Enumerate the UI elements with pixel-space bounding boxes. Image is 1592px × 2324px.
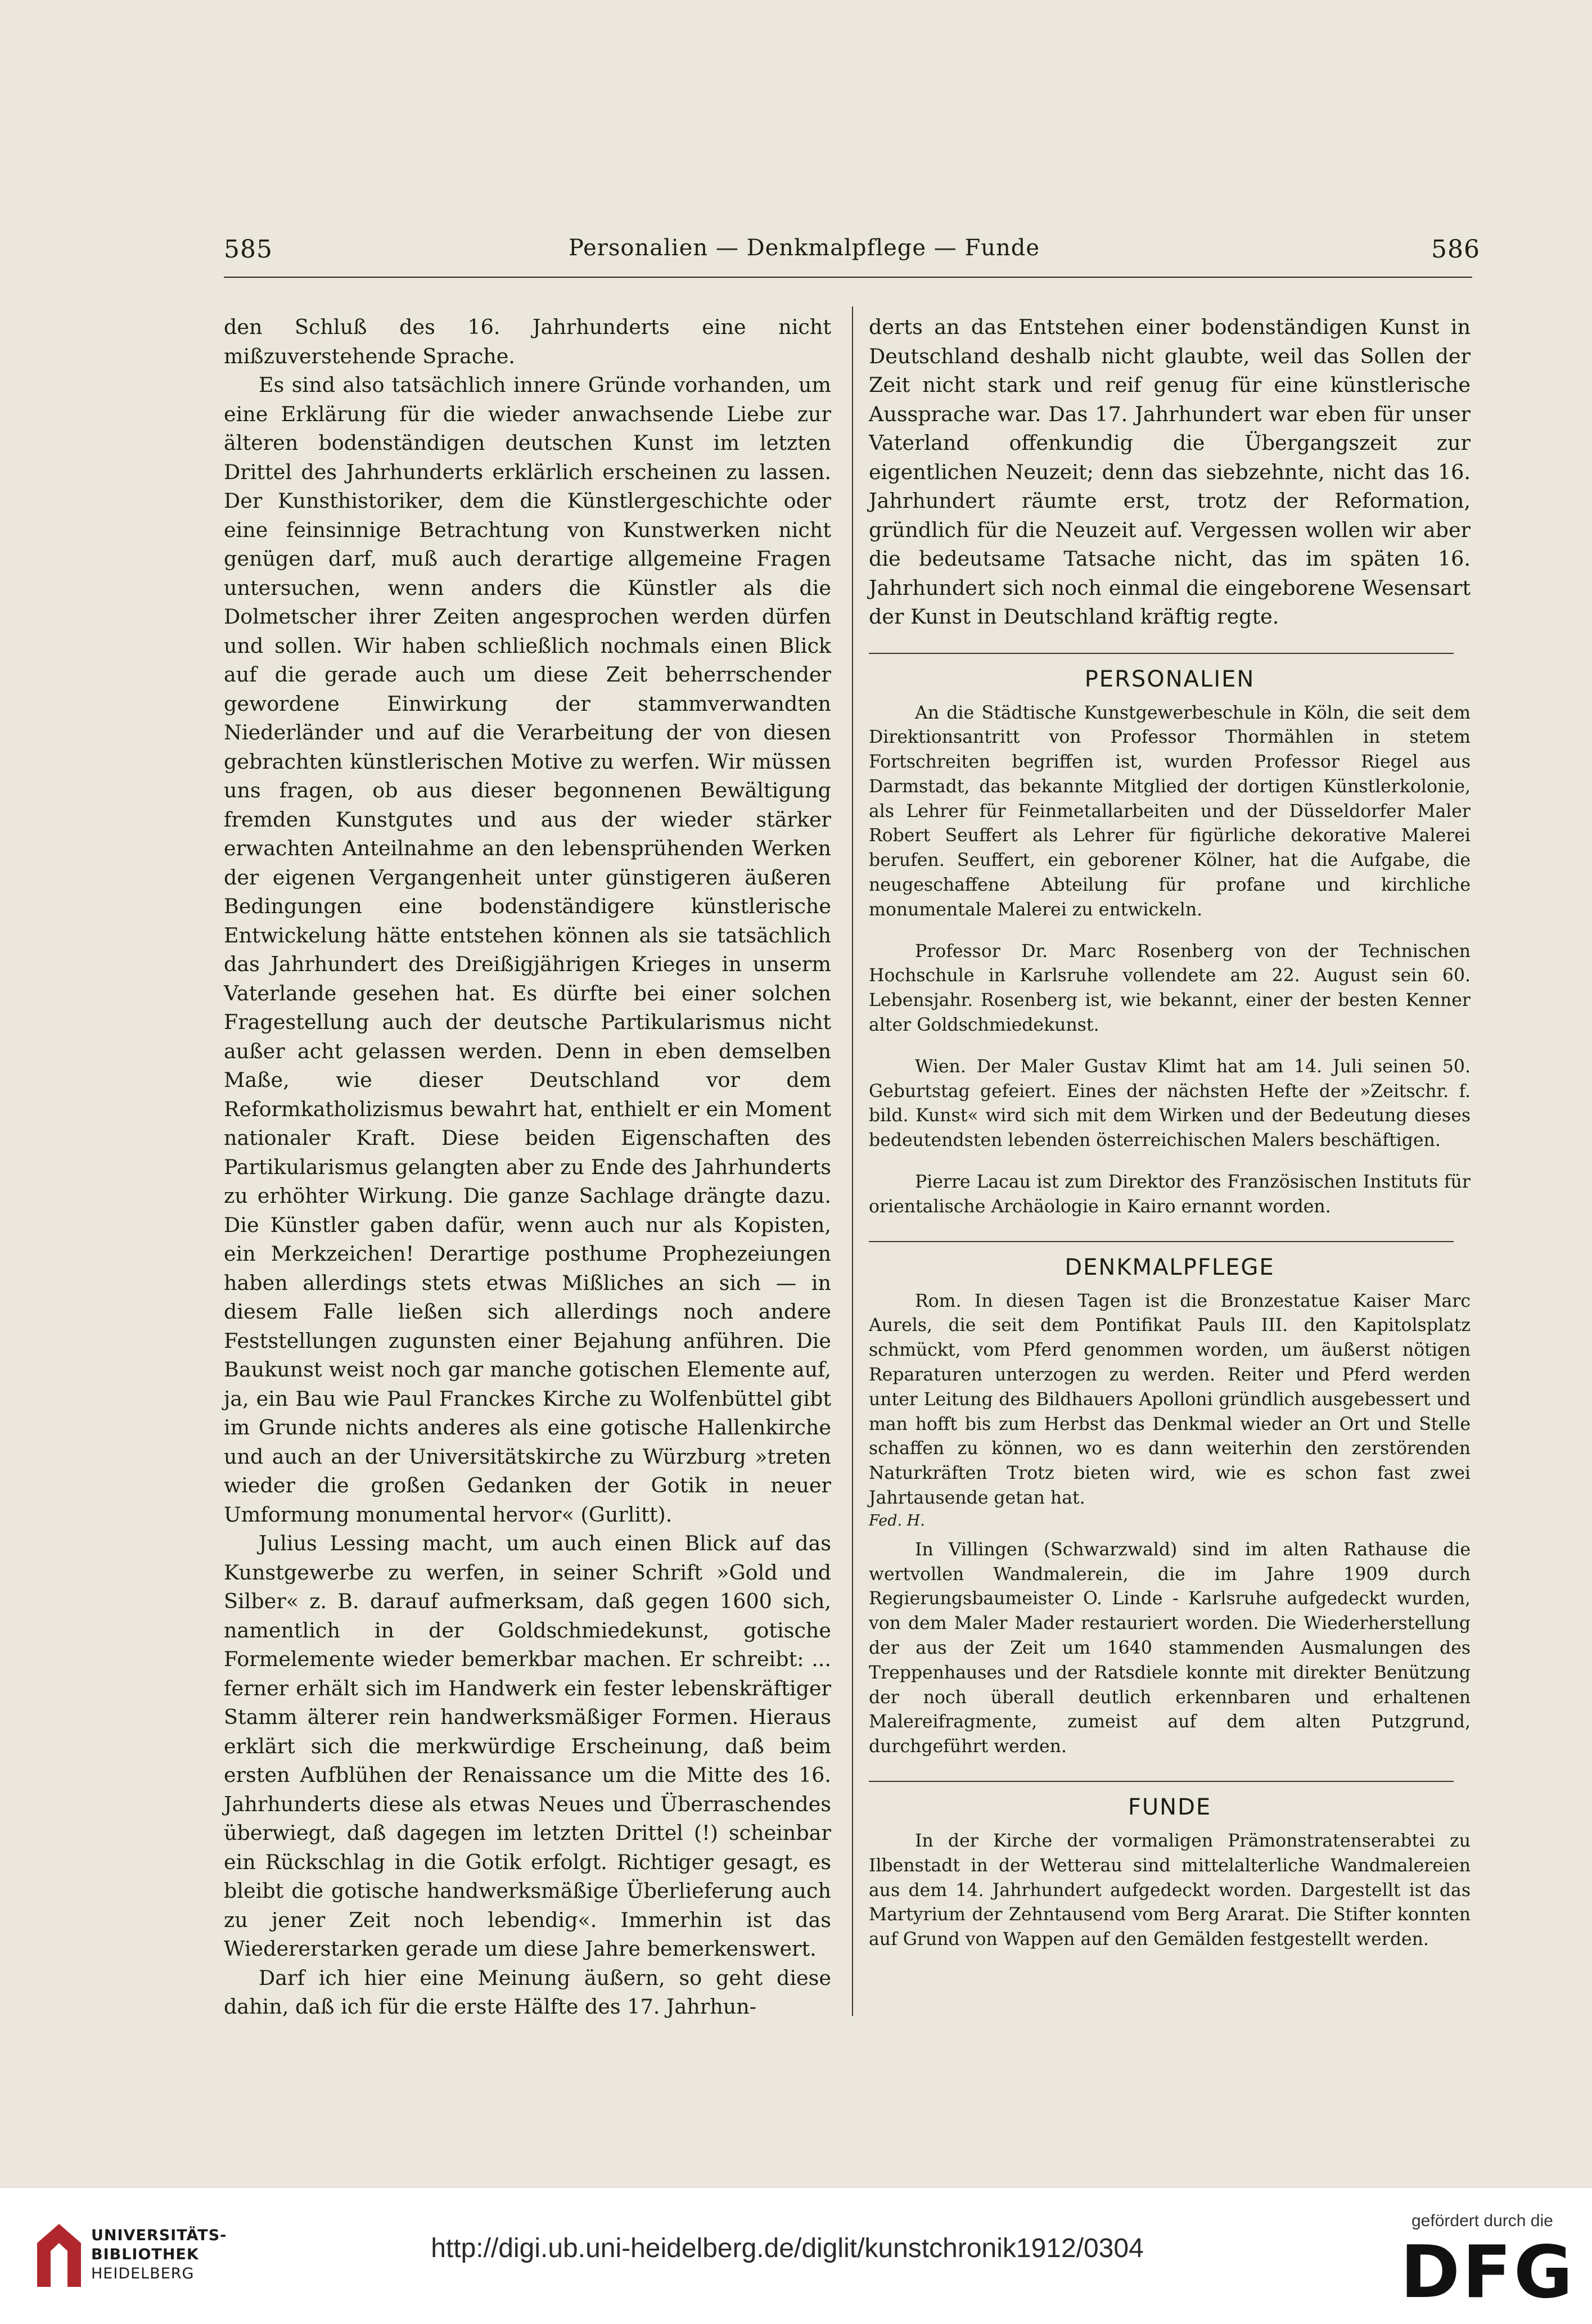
paragraph: In der Kirche der vormaligen Prämonstratenserabtei zu Ilbenstadt in der Wetterau sind mittelalterliche Wandmalereien aus dem 14. Jahrhundert aufgedeckt worden. Dargestellt ist das Martyrium der Zehntausend vom Berg Ararat. Die Stifter konnten auf Grund von Wappen auf den Gemälden festgestellt werden. — [869, 1830, 1471, 1950]
section-title-funde: FUNDE — [1128, 1794, 1212, 1820]
page-number-right: 586 — [1431, 235, 1480, 264]
running-head: Personalien — Denkmalpflege — Funde — [568, 235, 1040, 261]
paragraph: Rom. In diesen Tagen ist die Bronzestatue Kaiser Marc Aurels, die seit dem Pontifikat Pauls III. den Kapitolsplatz schmückt, vom Pferd genommen worden, um äußerst nötigen Reparaturen unterzogen zu werden. Reiter und Pferd werden unter Leitung des Bildhauers Apolloni gründlich ausgebessert und man hofft bis zum Herbst das Denkmal wieder an Ort und Stelle schaffen zu können, wo es dann weiterhin den zerstörenden Naturkräften Trotz bieten wird, wie es schon fast zwei Jahrtausende getan hat. — [869, 1290, 1471, 1509]
paragraph: den Schluß des 16. Jahrhunderts eine nicht mißzuverstehende Sprache. — [224, 315, 831, 368]
section-title-personalien: PERSONALIEN — [1084, 666, 1255, 692]
paragraph: Julius Lessing macht, um auch einen Blick auf das Kunstgewerbe zu werfen, in seiner Schrift »Gold und Silber« z. B. darauf aufmerksam, daß gegen 1600 sich, namentlich in der Goldschmiedekunst, gotische Formelemente wieder bemerkbar machen. Er schreibt: ... ferner erhält sich im Handwerk ein fester lebenskräftiger Stamm älterer rein handwerksmäßiger Formen. Hieraus erklärt sich die merkwürdige Erscheinung, daß beim ersten Aufblühen der Renaissance um die Mitte des 16. Jahrhunderts diese als etwas Neues und Überraschendes überwiegt, daß dagegen im letzten Drittel (!) scheinbar ein Rückschlag in die Gotik erfolgt. Richtiger gesagt, es bleibt die gotische handwerksmäßige Überlieferung auch zu jener Zeit noch lebendig«. Immerhin ist das Wiedererstarken gerade um diese Jahre bemerkenswert. — [224, 1531, 831, 1961]
page-number-left: 585 — [224, 235, 273, 264]
paragraph: An die Städtische Kunstgewerbeschule in Köln, die seit dem Direktionsantritt von Professor Thormählen in stetem Fortschreiten begriffen ist, wurden Professor Riegel aus Darmstadt, das bekannte Mitglied der dortigen Künstlerkolonie, als Lehrer für Feinmetallarbeiten und der Düsseldorfer Maler Robert Seuffert als Lehrer für figürliche dekorative Malerei berufen. Seuffert, ein geborener Kölner, hat die Aufgabe, die neugeschaffene Abteilung für profane und kirchliche monumentale Malerei zu entwickeln. — [869, 702, 1471, 920]
section-title-denkmalpflege: DENKMALPFLEGE — [1065, 1254, 1275, 1280]
paragraph: Es sind also tatsächlich innere Gründe vorhanden, um eine Erklärung für die wieder anwachsende Liebe zur älteren bodenständigen deutschen Kunst im letzten Drittel des Jahrhunderts erklärlich erscheinen zu lassen. Der Kunsthistoriker, dem die Künstlergeschichte oder eine feinsinnige Betrachtung von Kunstwerken nicht genügen darf, muß auch derartige allgemeine Fragen untersuchen, wenn anders die Künstler als die Dolmetscher ihrer Zeiten angesprochen werden dürfen und sollen. Wir haben schließlich nochmals einen Blick auf die gerade auch um diese Zeit beherrschender gewordene Einwirkung der stammverwandten Niederländer und auf die Verarbeitung der von diesen gebrachten künstlerischen Motive zu werfen. Wir müssen uns fragen, ob aus dieser begonnenen Bewältigung fremden Kunstgutes und aus der wieder stärker erwachten Anteilnahme an den lebensprühenden Werken der eigenen Vergangenheit unter günstigeren äußeren Bedingungen eine bodenständigere künstlerische Entwickelung hätte entstehen können als sie tatsächlich das Jahrhundert des Dreißigjährigen Krieges in unserm Vaterlande gesehen hat. Es dürfte bei einer solchen Fragestellung auch der deutsche Partikularismus nicht außer acht gelassen werden. Denn in eben demselben Maße, wie dieser Deutschland vor dem Reformkatholizismus bewahrt hat, enthielt er ein Moment nationaler Kraft. Diese beiden Eigenschaften des Partikularismus gelangten aber zu Ende des Jahrhunderts zu erhöhter Wirkung. Die ganze Sachlage drängte dazu. Die Künstler gaben dafür, wenn auch nur als Kopisten, ein Merkzeichen! Derartige posthume Prophezeiungen haben allerdings stets etwas Mißliches an sich — in diesem Falle ließen sich allerdings noch andere Feststellungen zugunsten einer Bejahung anführen. Die Baukunst weist noch gar manche gotischen Elemente auf, ja, ein Bau wie Paul Franckes Kirche zu Wolfenbüttel gibt im Grunde nichts anderes als eine gotische Hallenkirche und auch an der Universitätskirche zu Würzburg »treten wieder die großen Gedanken der Gotik in neuer Umformung monumental hervor« (Gurlitt). — [224, 373, 831, 1527]
paragraph: Darf ich hier eine Meinung äußern, so geht diese dahin, daß ich für die erste Hälfte des 17. Jahrhun- — [224, 1965, 831, 2019]
author-signature: Fed. H. — [869, 1511, 925, 1529]
funding-label: gefördert durch die — [1411, 2212, 1553, 2230]
section-rule — [869, 653, 1454, 654]
paragraph: Wien. Der Maler Gustav Klimt hat am 14. Juli seinen 50. Geburtstag gefeiert. Eines der nächsten Hefte der »Zeitschr. f. bild. Kunst« wird sich mit dem Wirken und der Bedeutung dieses bedeutendsten lebenden österreichischen Malers beschäftigen. — [869, 1056, 1471, 1151]
left-column — [224, 313, 831, 2021]
paragraph: Professor Dr. Marc Rosenberg von der Technischen Hochschule in Karlsruhe vollendete am 22. August sein 60. Lebensjahr. Rosenberg ist, wie bekannt, einer der besten Kenner alter Goldschmiedekunst. — [869, 941, 1471, 1036]
paragraph: Pierre Lacau ist zum Direktor des Französischen Instituts für orientalische Archäologie in Kairo ernannt worden. — [869, 1172, 1471, 1217]
right-column — [869, 313, 1471, 1952]
header-rule — [224, 277, 1472, 278]
university-library-logo-icon — [35, 2222, 83, 2289]
digitization-footer — [0, 2187, 1592, 2324]
column-divider — [852, 306, 853, 2016]
section-rule — [869, 1241, 1454, 1242]
dfg-logo: DFG — [1400, 2231, 1575, 2314]
paragraph: derts an das Entstehen einer bodenständigen Kunst in Deutschland deshalb nicht glaubte, weil das Sollen der Zeit nicht stark und reif genug für eine künstlerische Aussprache war. Das 17. Jahrhundert war eben für unser Vaterland offenkundig die Übergangszeit zur eigentlichen Neuzeit; denn das siebzehnte, nicht das 16. Jahrhundert räumte erst, trotz der Reformation, gründlich für die Neuzeit auf. Vergessen wollen wir aber die bedeutsame Tatsache nicht, das im späten 16. Jahrhundert sich noch einmal die eingeborene Wesensart der Kunst in Deutschland kräftig regte. — [869, 315, 1471, 629]
permalink-url[interactable]: http://digi.ub.uni-heidelberg.de/diglit/kunstchronik1912/0304 — [431, 2233, 1144, 2263]
section-rule — [869, 1781, 1454, 1782]
paragraph: In Villingen (Schwarzwald) sind im alten Rathause die wertvollen Wandmalerein, die im Jahre 1909 durch Regierungsbaumeister O. Linde - Karlsruhe aufgedeckt wurden, von dem Maler Mader restauriert worden. Die Wiederherstellung der aus der Zeit um 1640 stammenden Ausmalungen des Treppenhauses und der Ratsdiele konnte mit direkter Benützung der noch überall deutlich erkennbaren und erhaltenen Malereifragmente, zumeist auf dem alten Putzgrund, durchgeführt werden. — [869, 1539, 1471, 1757]
library-name: UNIVERSITÄTS- BIBLIOTHEK HEIDELBERG — [91, 2227, 227, 2282]
